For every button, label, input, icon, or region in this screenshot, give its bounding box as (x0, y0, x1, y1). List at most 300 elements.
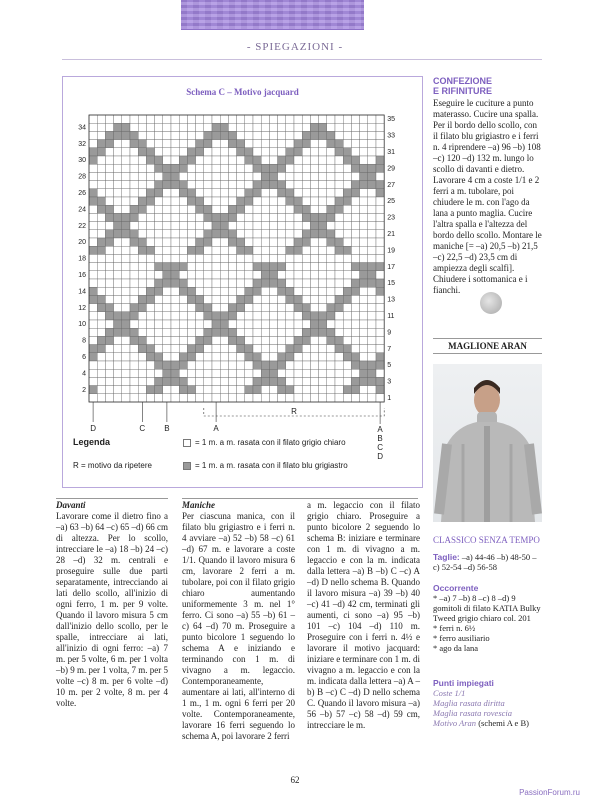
chart-cell (319, 304, 327, 312)
row-label-right: 31 (387, 148, 395, 156)
chart-cell (245, 222, 253, 230)
chart-cell (97, 320, 105, 328)
chart-cell (89, 271, 97, 279)
chart-cell (327, 230, 335, 238)
chart-cell (376, 222, 384, 230)
chart-cell (89, 140, 97, 148)
chart-cell (302, 246, 310, 254)
chart-cell (343, 172, 351, 180)
chart-cell (319, 213, 327, 221)
chart-cell (261, 140, 269, 148)
chart-cell (310, 263, 318, 271)
chart-cell (360, 131, 368, 139)
chart-cell (130, 230, 138, 238)
chart-cell (220, 312, 228, 320)
chart-cell (294, 345, 302, 353)
chart-cell (335, 328, 343, 336)
chart-cell (187, 386, 195, 394)
chart-cell (105, 304, 113, 312)
chart-cell (278, 369, 286, 377)
chart-cell (376, 246, 384, 254)
chart-cell (253, 148, 261, 156)
chart-cell (351, 345, 359, 353)
chart-cell (294, 131, 302, 139)
sleeves-column (182, 500, 295, 742)
chart-cell (335, 254, 343, 262)
chart-cell (368, 181, 376, 189)
chart-cell (89, 238, 97, 246)
chart-cell (122, 115, 130, 123)
chart-cell (278, 123, 286, 131)
chart-cell (351, 295, 359, 303)
chart-cell (204, 148, 212, 156)
chart-cell (343, 131, 351, 139)
chart-cell (253, 386, 261, 394)
chart-cell (302, 131, 310, 139)
chart-cell (278, 131, 286, 139)
chart-cell (138, 263, 146, 271)
chart-cell (327, 369, 335, 377)
chart-cell (335, 336, 343, 344)
chart-cell (114, 386, 122, 394)
chart-cell (212, 271, 220, 279)
chart-cell (269, 123, 277, 131)
chart-cell (237, 361, 245, 369)
chart-cell (294, 263, 302, 271)
chart-cell (351, 213, 359, 221)
chart-cell (196, 115, 204, 123)
chart-cell (343, 213, 351, 221)
chart-cell (327, 287, 335, 295)
chart-cell (368, 148, 376, 156)
chart-cell (360, 238, 368, 246)
pattern-title: MAGLIONE ARAN (433, 338, 542, 354)
chart-cell (245, 328, 253, 336)
chart-cell (114, 320, 122, 328)
chart-cell (155, 271, 163, 279)
chart-cell (245, 336, 253, 344)
chart-cell (343, 238, 351, 246)
chart-cell (335, 377, 343, 385)
chart-cell (286, 222, 294, 230)
chart-cell (302, 205, 310, 213)
chart-cell (228, 295, 236, 303)
chart-cell (335, 287, 343, 295)
chart-cell (286, 164, 294, 172)
chart-cell (237, 369, 245, 377)
chart-cell (302, 238, 310, 246)
chart-cell (237, 336, 245, 344)
chart-cell (286, 238, 294, 246)
chart-cell (245, 205, 253, 213)
chart-cell (245, 189, 253, 197)
chart-cell (155, 115, 163, 123)
chart-cell (171, 197, 179, 205)
chart-cell (97, 148, 105, 156)
stitch-item: Maglia rasata rovescia (433, 708, 513, 718)
chart-cell (163, 164, 171, 172)
chart-cell (138, 197, 146, 205)
chart-cell (294, 254, 302, 262)
chart-cell (327, 271, 335, 279)
chart-cell (187, 189, 195, 197)
chart-cell (237, 353, 245, 361)
chart-cell (138, 115, 146, 123)
chart-cell (319, 140, 327, 148)
chart-cell (294, 271, 302, 279)
chart-cell (130, 172, 138, 180)
chart-cell (237, 295, 245, 303)
chart-cell (179, 148, 187, 156)
chart-cell (163, 222, 171, 230)
chart-cell (261, 230, 269, 238)
chart-cell (237, 271, 245, 279)
chart-cell (105, 369, 113, 377)
chart-cell (302, 328, 310, 336)
chart-cell (122, 205, 130, 213)
chart-cell (122, 336, 130, 344)
chart-cell (278, 172, 286, 180)
chart-cell (89, 131, 97, 139)
chart-cell (319, 353, 327, 361)
stitches-label: Punti impiegati (433, 678, 494, 688)
chart-cell (187, 353, 195, 361)
chart-cell (146, 312, 154, 320)
chart-cell (319, 197, 327, 205)
chart-cell (302, 172, 310, 180)
chart-cell (376, 254, 384, 262)
chart-cell (335, 189, 343, 197)
chart-cell (179, 254, 187, 262)
chart-cell (302, 123, 310, 131)
chart-cell (122, 377, 130, 385)
dark-swatch-icon (183, 462, 191, 470)
chart-cell (114, 246, 122, 254)
chart-cell (278, 254, 286, 262)
chart-cell (105, 230, 113, 238)
chart-cell (269, 254, 277, 262)
chart-cell (335, 213, 343, 221)
chart-cell (335, 345, 343, 353)
chart-cell (163, 312, 171, 320)
chart-cell (97, 222, 105, 230)
chart-cell (253, 189, 261, 197)
chart-cell (327, 148, 335, 156)
chart-cell (269, 336, 277, 344)
chart-cell (220, 197, 228, 205)
row-label-left: 16 (78, 271, 86, 279)
chart-cell (155, 123, 163, 131)
chart-cell (171, 353, 179, 361)
chart-cell (278, 394, 286, 402)
chart-cell (138, 246, 146, 254)
chart-cell (163, 181, 171, 189)
chart-cell (97, 181, 105, 189)
chart-cell (245, 131, 253, 139)
chart-cell (319, 386, 327, 394)
chart-cell (138, 353, 146, 361)
chart-cell (163, 189, 171, 197)
chart-cell (220, 115, 228, 123)
chart-cell (237, 181, 245, 189)
chart-cell (122, 197, 130, 205)
chart-cell (196, 345, 204, 353)
chart-cell (294, 213, 302, 221)
chart-cell (155, 369, 163, 377)
chart-cell (253, 394, 261, 402)
chart-cell (155, 279, 163, 287)
chart-cell (269, 230, 277, 238)
stitch-name: Motivo Aran (433, 718, 477, 728)
chart-cell (294, 304, 302, 312)
chart-cell (163, 271, 171, 279)
chart-cell (269, 353, 277, 361)
repeat-label: R (291, 407, 297, 416)
chart-cell (351, 189, 359, 197)
chart-cell (179, 230, 187, 238)
chart-cell (368, 115, 376, 123)
chart-cell (138, 131, 146, 139)
chart-cell (335, 271, 343, 279)
chart-cell (310, 369, 318, 377)
chart-cell (220, 304, 228, 312)
finishing-text: Eseguire le cuciture a punto materasso. Cucire una spalla. Per il bordo dello scollo, con il filato blu grigiastro e i ferri n. 4 riprendere –a) 96 –b) 108 –c) 120 –d) 132 m. lungo lo scollo di davanti e dietro. Lavorare 4 cm a coste 1/1 e 2 ferri a m. tubolare, poi chiudere le m. con l'ago da lana a punto maglia. Cucire l'altra spalla e l'altezza del bordo dello scollo. Montare le maniche [= –a) 20,5 –b) 21,5 –c) 22,5 –d) 23,5 cm di ampiezza degli scalfi]. Chiudere i sottomanica e i fianchi. (433, 98, 542, 295)
chart-cell (155, 353, 163, 361)
chart-cell (171, 230, 179, 238)
row-label-right: 19 (387, 247, 395, 255)
chart-cell (286, 123, 294, 131)
chart-cell (130, 287, 138, 295)
chart-cell (105, 123, 113, 131)
chart-cell (343, 156, 351, 164)
chart-cell (204, 394, 212, 402)
chart-cell (327, 156, 335, 164)
chart-cell (360, 148, 368, 156)
sizes-text: –a) 44-46 –b) 48-50 –c) 52-54 –d) 56-58 (433, 552, 537, 572)
chart-cell (220, 377, 228, 385)
chart-cell (114, 312, 122, 320)
chart-cell (310, 197, 318, 205)
chart-cell (146, 263, 154, 271)
chart-cell (179, 361, 187, 369)
chart-cell (155, 394, 163, 402)
chart-cell (351, 271, 359, 279)
chart-cell (310, 115, 318, 123)
chart-cell (335, 263, 343, 271)
chart-cell (122, 213, 130, 221)
chart-cell (97, 263, 105, 271)
chart-cell (204, 263, 212, 271)
chart-cell (269, 345, 277, 353)
chart-cell (228, 238, 236, 246)
chart-cell (376, 328, 384, 336)
chart-cell (278, 164, 286, 172)
chart-cell (220, 386, 228, 394)
chart-cell (294, 181, 302, 189)
chart-cell (187, 328, 195, 336)
chart-cell (155, 312, 163, 320)
chart-cell (138, 287, 146, 295)
chart-cell (278, 320, 286, 328)
row-label-left: 14 (78, 288, 86, 296)
chart-cell (163, 279, 171, 287)
chart-cell (261, 271, 269, 279)
chart-cell (114, 304, 122, 312)
chart-cell (368, 140, 376, 148)
chart-cell (343, 287, 351, 295)
chart-cell (253, 320, 261, 328)
chart-cell (187, 394, 195, 402)
chart-cell (327, 263, 335, 271)
chart-cell (212, 386, 220, 394)
chart-cell (302, 254, 310, 262)
chart-cell (294, 369, 302, 377)
chart-cell (278, 238, 286, 246)
chart-cell (146, 345, 154, 353)
chart-cell (163, 131, 171, 139)
chart-cell (261, 279, 269, 287)
stitches-block (433, 678, 542, 728)
chart-cell (171, 312, 179, 320)
chart-cell (171, 148, 179, 156)
chart-cell (286, 279, 294, 287)
chart-cell (253, 230, 261, 238)
chart-cell (302, 304, 310, 312)
chart-cell (204, 271, 212, 279)
chart-cell (269, 172, 277, 180)
chart-cell (130, 312, 138, 320)
chart-cell (146, 279, 154, 287)
chart-cell (187, 279, 195, 287)
chart-cell (343, 123, 351, 131)
chart-cell (327, 336, 335, 344)
chart-cell (138, 328, 146, 336)
top-divider (62, 59, 542, 60)
chart-cell (310, 222, 318, 230)
chart-cell (237, 164, 245, 172)
chart-cell (335, 230, 343, 238)
finishing-title-line-2: E RIFINITURE (433, 86, 493, 96)
chart-cell (122, 189, 130, 197)
chart-cell (228, 287, 236, 295)
chart-cell (155, 238, 163, 246)
chart-cell (278, 271, 286, 279)
chart-cell (146, 271, 154, 279)
chart-cell (204, 238, 212, 246)
chart-cell (368, 394, 376, 402)
chart-cell (114, 230, 122, 238)
chart-cell (269, 386, 277, 394)
chart-cell (278, 246, 286, 254)
chart-cell (138, 320, 146, 328)
chart-cell (376, 287, 384, 295)
chart-cell (278, 115, 286, 123)
chart-cell (368, 213, 376, 221)
chart-cell (286, 148, 294, 156)
chart-cell (327, 115, 335, 123)
chart-cell (171, 287, 179, 295)
row-label-right: 33 (387, 132, 395, 140)
chart-cell (179, 312, 187, 320)
chart-cell (237, 140, 245, 148)
chart-cell (228, 304, 236, 312)
chart-cell (196, 377, 204, 385)
chart-cell (335, 386, 343, 394)
chart-cell (187, 181, 195, 189)
chart-cell (261, 263, 269, 271)
chart-cell (278, 353, 286, 361)
chart-cell (245, 148, 253, 156)
chart-cell (245, 271, 253, 279)
chart-cell (220, 328, 228, 336)
chart-cell (89, 115, 97, 123)
chart-cell (343, 271, 351, 279)
chart-cell (368, 222, 376, 230)
legend-dark (183, 461, 348, 470)
chart-cell (335, 304, 343, 312)
chart-cell (343, 320, 351, 328)
chart-cell (237, 131, 245, 139)
chart-cell (261, 369, 269, 377)
chart-cell (212, 164, 220, 172)
chart-cell (351, 254, 359, 262)
chart-cell (105, 213, 113, 221)
chart-cell (130, 394, 138, 402)
page-number: 62 (290, 775, 300, 785)
chart-cell (171, 189, 179, 197)
chart-cell (327, 254, 335, 262)
chart-cell (114, 189, 122, 197)
chart-cell (196, 156, 204, 164)
chart-cell (278, 156, 286, 164)
chart-cell (351, 131, 359, 139)
chart-cell (163, 230, 171, 238)
chart-cell (89, 394, 97, 402)
chart-cell (163, 394, 171, 402)
chart-cell (114, 336, 122, 344)
chart-cell (269, 156, 277, 164)
chart-cell (286, 369, 294, 377)
chart-cell (130, 271, 138, 279)
chart-cell (368, 254, 376, 262)
chart-cell (237, 213, 245, 221)
chart-cell (130, 197, 138, 205)
chart-cell (204, 205, 212, 213)
chart-cell (335, 246, 343, 254)
chart-cell (220, 205, 228, 213)
chart-cell (237, 287, 245, 295)
chart-cell (212, 328, 220, 336)
chart-cell (310, 156, 318, 164)
chart-cell (335, 361, 343, 369)
chart-cell (376, 312, 384, 320)
chart-cell (294, 205, 302, 213)
chart-cell (114, 172, 122, 180)
chart-cell (327, 238, 335, 246)
watermark: PassionForum.ru (519, 788, 580, 797)
chart-cell (196, 353, 204, 361)
chart-cell (155, 295, 163, 303)
chart-cell (220, 189, 228, 197)
chart-cell (220, 156, 228, 164)
chart-cell (196, 361, 204, 369)
chart-cell (212, 246, 220, 254)
chart-cell (261, 213, 269, 221)
chart-cell (130, 295, 138, 303)
chart-cell (220, 172, 228, 180)
chart-cell (245, 295, 253, 303)
chart-cell (253, 181, 261, 189)
